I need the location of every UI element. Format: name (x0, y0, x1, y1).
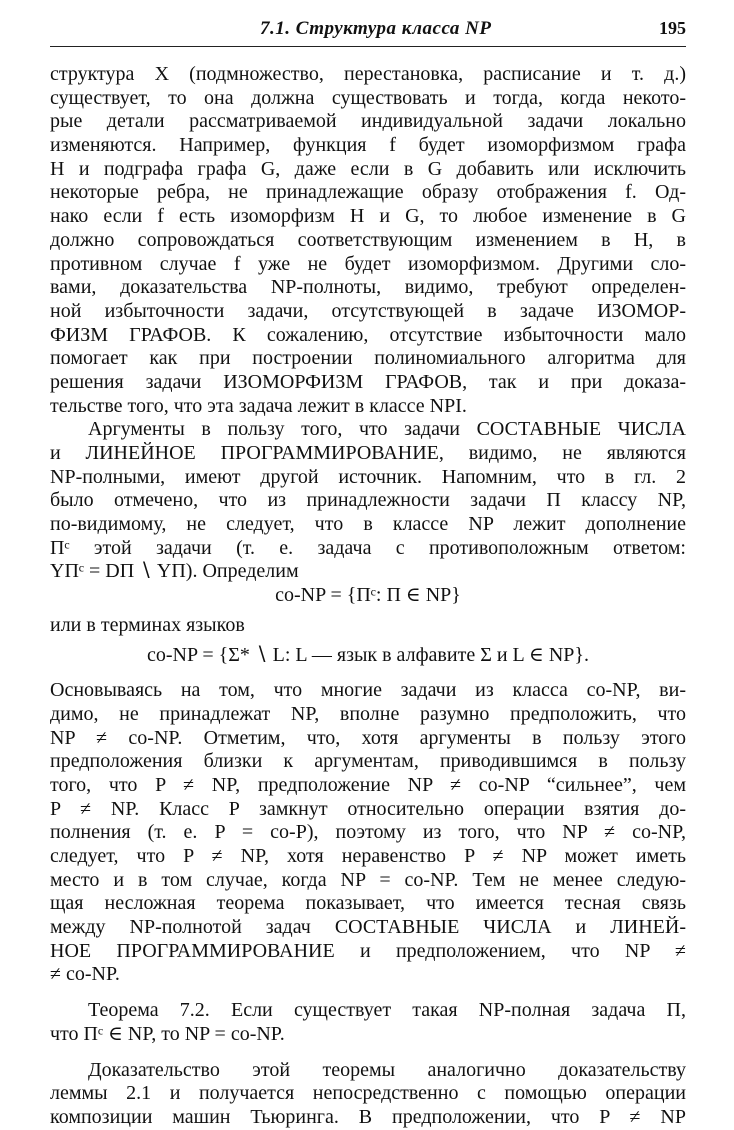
text-line: ФИЗМ ГРАФОВ. К сожалению, отсутствие избыточности мало (50, 323, 686, 346)
text-line: композиции машин Тьюринга. В предположении, что P ≠ NP (50, 1105, 686, 1128)
text-line: того, что P ≠ NP, предположение NP ≠ co-NP “сильнее”, чем (50, 773, 686, 796)
text-line: существует, то она должна существовать и тогда, когда некото- (50, 86, 686, 109)
text-line: или в терминах языков (50, 613, 245, 636)
running-header (50, 18, 686, 44)
text-line: было отмечено, что из принадлежности задачи Π классу NP, (50, 489, 686, 512)
theorem-7-2 (50, 999, 686, 1046)
text-line: димо, не принадлежат NP, вполне разумно предположить, что (50, 702, 686, 725)
text-line: YΠᶜ = DΠ ∖ YΠ). Определим (50, 560, 299, 583)
text-line: изменяются. Например, функция f будет изоморфизмом графа (50, 134, 686, 157)
text-line: тельстве того, что эта задача лежит в классе NPI. (50, 394, 467, 417)
page-body (50, 63, 686, 1130)
text-line: Πᶜ этой задачи (т. е. задача с противоположным ответом: (50, 536, 686, 559)
text-line: полнения (т. е. P = co-P), поэтому из того, что NP ≠ co-NP, (50, 821, 686, 844)
text-line: Основываясь на том, что многие задачи из класса co-NP, ви- (50, 679, 686, 702)
text-line: леммы 2.1 и получается непосредственно с помощью операции (50, 1082, 686, 1105)
page-number: 195 (659, 18, 686, 38)
text-line: структура X (подмножество, перестановка, расписание и т. д.) (50, 63, 686, 85)
text-line: решения задачи ИЗОМОРФИЗМ ГРАФОВ, так и при доказа- (50, 370, 686, 393)
text-line: противном случае f уже не будет изоморфизмом. Другими сло- (50, 252, 686, 275)
text-line: нако если f есть изоморфизм H и G, то любое изменение в G (50, 205, 686, 228)
formula-co-np: co-NP = {Πᶜ: Π ∈ NP} (275, 584, 461, 607)
text-line: НОЕ ПРОГРАММИРОВАНИЕ и предположением, что NP ≠ (50, 939, 686, 962)
running-title: 7.1. Структура класса NP (260, 18, 492, 39)
text-line: вами, доказательства NP-полноты, видимо, требуют определен- (50, 276, 686, 299)
paragraph-1 (50, 63, 686, 418)
text-line: ной избыточности задачи, отсутствующей в задаче ИЗОМОР- (50, 299, 686, 322)
text-line: некоторые ребра, не принадлежащие образу отображения f. Од- (50, 181, 686, 204)
text-line: щая несложная теорема показывает, что имеется тесная связь (50, 892, 686, 915)
text-line: и ЛИНЕЙНОЕ ПРОГРАММИРОВАНИЕ, видимо, не являются (50, 442, 686, 464)
header-rule (50, 46, 686, 47)
text-line: предположения близки к аргументам, приводившимся в пользу (50, 750, 686, 773)
formula-co-np-languages: co-NP = {Σ* ∖ L: L — язык в алфавите Σ и L ∈ NP}. (147, 643, 589, 666)
text-line: ≠ co-NP. (50, 963, 120, 986)
text-line: следует, что P ≠ NP, хотя неравенство P ≠ NP может иметь (50, 845, 686, 867)
text-line: помогает как при построении полиномиального алгоритма для (50, 347, 686, 370)
text-line: P ≠ NP. Класс P замкнут относительно операции взятия до- (50, 797, 686, 820)
paragraph-2 (50, 418, 686, 584)
theorem-line: что Πᶜ ∈ NP, то NP = co-NP. (50, 1022, 285, 1045)
text-line: Доказательство этой теоремы аналогично доказательству (88, 1058, 686, 1081)
theorem-line: Теорема 7.2. Если существует такая NP-полная задача Π, (88, 999, 686, 1022)
paragraph-4 (50, 1059, 686, 1130)
text-line: NP ≠ co-NP. Отметим, что, хотя аргументы в пользу этого (50, 726, 686, 749)
text-line: место и в том случае, когда NP = co-NP. Тем не менее следую- (50, 868, 686, 891)
text-line: должно сопровождаться соответствующим изменением в H, в (50, 228, 686, 251)
paragraph-3 (50, 679, 686, 987)
text-line: Аргументы в пользу того, что задачи СОСТАВНЫЕ ЧИСЛА (88, 418, 686, 441)
text-line: NP-полными, имеют другой источник. Напомним, что в гл. 2 (50, 465, 686, 488)
text-line: рые детали рассматриваемой индивидуальной задачи локально (50, 110, 686, 133)
text-line: по-видимому, не следует, что в классе NP лежит дополнение (50, 513, 686, 536)
text-line: H и подграфа графа G, даже если в G добавить или исключить (50, 157, 686, 180)
text-line: между NP-полнотой задач СОСТАВНЫЕ ЧИСЛА и ЛИНЕЙ- (50, 916, 686, 939)
